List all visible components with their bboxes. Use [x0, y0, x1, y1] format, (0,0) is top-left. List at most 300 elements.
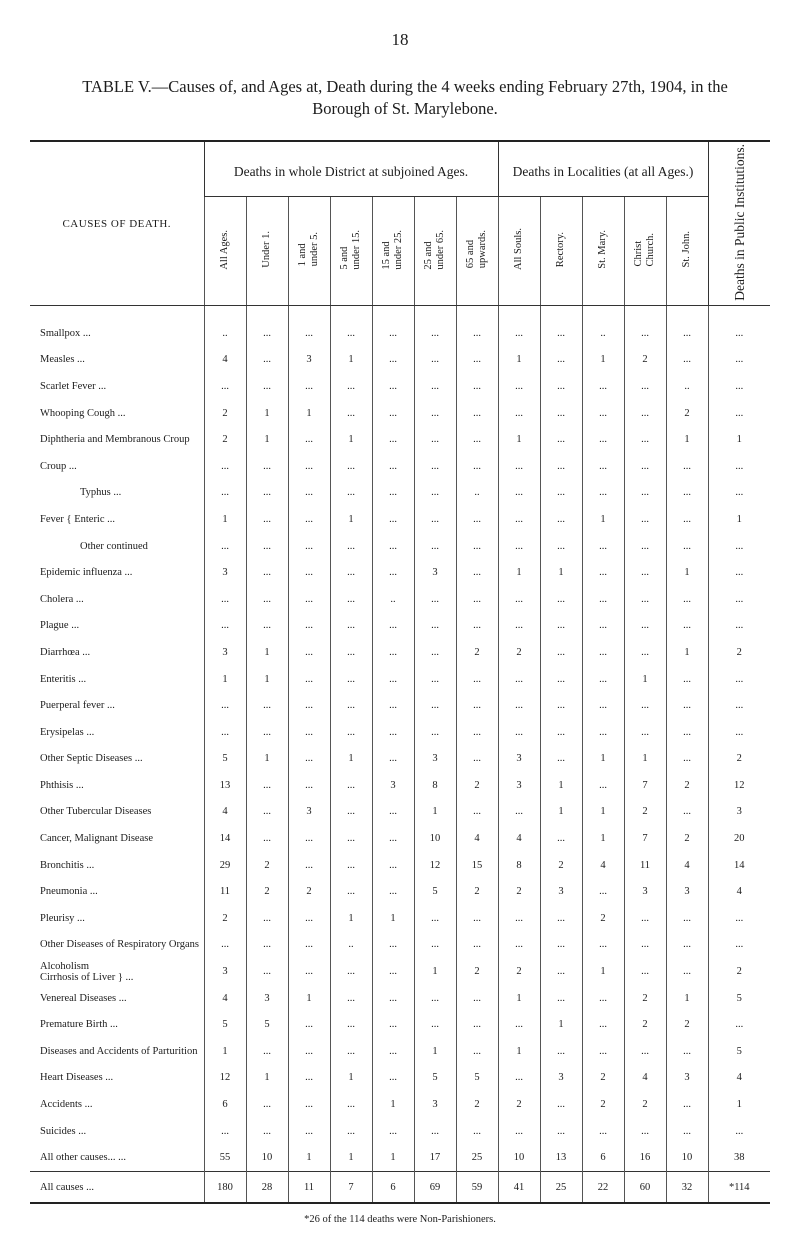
- table-row: [30, 905, 770, 932]
- value-cell: ...: [414, 639, 456, 666]
- value-cell: ...: [498, 1011, 540, 1038]
- cause-cell: Diseases and Accidents of Parturition: [40, 1045, 198, 1057]
- value-cell: 2: [456, 878, 498, 905]
- value-cell: 1: [414, 799, 456, 826]
- value-cell: ...: [246, 306, 288, 347]
- value-cell: ...: [372, 480, 414, 507]
- value-cell: ...: [288, 1118, 330, 1145]
- value-cell: 2: [666, 400, 708, 427]
- value-cell: 10: [498, 1144, 540, 1171]
- value-cell: 5: [414, 878, 456, 905]
- value-cell: ...: [372, 453, 414, 480]
- value-cell: *114: [708, 1172, 770, 1204]
- value-cell: ...: [540, 426, 582, 453]
- value-cell: ...: [330, 639, 372, 666]
- value-cell: ...: [540, 905, 582, 932]
- value-cell: ...: [330, 586, 372, 613]
- value-cell: ...: [708, 559, 770, 586]
- table-row: [30, 1011, 770, 1038]
- value-cell: 11: [288, 1172, 330, 1204]
- cause-cell: Suicides ...: [40, 1125, 87, 1137]
- table-row: [30, 692, 770, 719]
- value-cell: ...: [456, 746, 498, 773]
- value-cell: 14: [708, 852, 770, 879]
- value-cell: ...: [582, 373, 624, 400]
- value-cell: ...: [624, 692, 666, 719]
- table-row: [30, 772, 770, 799]
- value-cell: ...: [456, 932, 498, 959]
- value-cell: ...: [414, 692, 456, 719]
- value-cell: ...: [372, 985, 414, 1012]
- value-cell: ...: [246, 1118, 288, 1145]
- value-cell: ...: [246, 825, 288, 852]
- value-cell: 4: [708, 1065, 770, 1092]
- value-cell: 69: [414, 1172, 456, 1204]
- value-cell: ...: [246, 533, 288, 560]
- value-cell: ...: [456, 373, 498, 400]
- value-cell: 4: [624, 1065, 666, 1092]
- value-cell: ...: [330, 799, 372, 826]
- col-header-rectory: Rectory.: [540, 197, 582, 306]
- value-cell: ...: [624, 453, 666, 480]
- value-cell: 3: [204, 639, 246, 666]
- value-cell: ...: [330, 878, 372, 905]
- value-cell: ...: [330, 1038, 372, 1065]
- value-cell: ...: [624, 306, 666, 347]
- value-cell: ...: [708, 347, 770, 374]
- value-cell: ...: [246, 692, 288, 719]
- value-cell: ...: [666, 347, 708, 374]
- value-cell: 1: [582, 958, 624, 985]
- value-cell: ...: [540, 746, 582, 773]
- causes-of-death-table: [30, 140, 770, 1204]
- value-cell: ...: [540, 613, 582, 640]
- value-cell: 32: [666, 1172, 708, 1204]
- table-row: [30, 559, 770, 586]
- value-cell: 2: [624, 985, 666, 1012]
- table-row: [30, 506, 770, 533]
- value-cell: ...: [498, 613, 540, 640]
- cause-cell: Typhus ...: [80, 487, 122, 499]
- value-cell: ...: [582, 400, 624, 427]
- cause-cell: Whooping Cough ...: [40, 407, 126, 419]
- value-cell: ...: [246, 799, 288, 826]
- value-cell: 2: [204, 400, 246, 427]
- page-number: 18: [391, 30, 409, 49]
- value-cell: ...: [414, 506, 456, 533]
- cause-cell: Scarlet Fever ...: [40, 380, 107, 392]
- value-cell: ...: [288, 559, 330, 586]
- value-cell: 3: [708, 799, 770, 826]
- value-cell: ...: [246, 453, 288, 480]
- table-row: [30, 533, 770, 560]
- table-row: [30, 1065, 770, 1092]
- value-cell: ...: [456, 506, 498, 533]
- value-cell: ...: [624, 613, 666, 640]
- col-header-65-upwards: 65 and upwards.: [456, 197, 498, 306]
- value-cell: 5: [708, 985, 770, 1012]
- cause-cell: Fever { Enteric ...: [40, 513, 116, 525]
- value-cell: ...: [498, 1118, 540, 1145]
- value-cell: ...: [330, 1118, 372, 1145]
- value-cell: ...: [666, 306, 708, 347]
- value-cell: ...: [330, 533, 372, 560]
- value-cell: ...: [372, 878, 414, 905]
- value-cell: ...: [246, 373, 288, 400]
- value-cell: 1: [414, 1038, 456, 1065]
- value-cell: ...: [582, 985, 624, 1012]
- value-cell: ...: [372, 639, 414, 666]
- value-cell: 1: [246, 400, 288, 427]
- value-cell: ...: [456, 400, 498, 427]
- value-cell: ...: [540, 985, 582, 1012]
- value-cell: ...: [582, 1118, 624, 1145]
- cause-cell: Smallpox ...: [40, 327, 91, 339]
- value-cell: ...: [204, 586, 246, 613]
- value-cell: ...: [330, 613, 372, 640]
- value-cell: 4: [456, 825, 498, 852]
- value-cell: ...: [498, 586, 540, 613]
- col-header-all-souls: All Souls.: [498, 197, 540, 306]
- value-cell: 3: [204, 559, 246, 586]
- value-cell: ...: [372, 426, 414, 453]
- col-header-25-under-65: 25 and under 65.: [414, 197, 456, 306]
- value-cell: 20: [708, 825, 770, 852]
- value-cell: ...: [414, 586, 456, 613]
- value-cell: ...: [666, 666, 708, 693]
- value-cell: ...: [330, 1011, 372, 1038]
- value-cell: ...: [582, 692, 624, 719]
- value-cell: ...: [414, 373, 456, 400]
- value-cell: ...: [288, 958, 330, 985]
- value-cell: ...: [624, 373, 666, 400]
- value-cell: ...: [540, 306, 582, 347]
- value-cell: 13: [540, 1144, 582, 1171]
- value-cell: 1: [204, 1038, 246, 1065]
- value-cell: 5: [708, 1038, 770, 1065]
- localities-group-header: Deaths in Localities (at all Ages.): [498, 142, 708, 197]
- value-cell: ...: [372, 932, 414, 959]
- value-cell: ...: [204, 613, 246, 640]
- table-row: [30, 1091, 770, 1118]
- value-cell: ...: [246, 905, 288, 932]
- value-cell: 1: [666, 639, 708, 666]
- cause-cell: Plague ...: [40, 620, 80, 632]
- value-cell: ...: [204, 932, 246, 959]
- table-row: [30, 878, 770, 905]
- value-cell: ...: [288, 1065, 330, 1092]
- value-cell: 12: [708, 772, 770, 799]
- value-cell: 3: [666, 878, 708, 905]
- value-cell: 1: [540, 772, 582, 799]
- value-cell: 12: [204, 1065, 246, 1092]
- value-cell: ...: [582, 559, 624, 586]
- value-cell: 4: [204, 985, 246, 1012]
- value-cell: ...: [624, 480, 666, 507]
- value-cell: 2: [624, 1011, 666, 1038]
- cause-cell: Venereal Diseases ...: [40, 992, 127, 1004]
- value-cell: ...: [540, 533, 582, 560]
- table-row: [30, 586, 770, 613]
- value-cell: ...: [414, 905, 456, 932]
- value-cell: ...: [288, 480, 330, 507]
- value-cell: 3: [204, 958, 246, 985]
- value-cell: ...: [246, 480, 288, 507]
- value-cell: ...: [666, 506, 708, 533]
- value-cell: 1: [330, 1065, 372, 1092]
- value-cell: 5: [414, 1065, 456, 1092]
- value-cell: ...: [372, 852, 414, 879]
- value-cell: ...: [414, 985, 456, 1012]
- value-cell: 38: [708, 1144, 770, 1171]
- value-cell: ...: [582, 1038, 624, 1065]
- value-cell: ...: [246, 772, 288, 799]
- value-cell: 1: [708, 1091, 770, 1118]
- cause-cell: All causes ...: [30, 1172, 204, 1204]
- value-cell: 1: [708, 506, 770, 533]
- value-cell: ...: [498, 506, 540, 533]
- value-cell: ...: [498, 692, 540, 719]
- value-cell: ...: [666, 1038, 708, 1065]
- value-cell: 3: [498, 746, 540, 773]
- table-body: [30, 306, 770, 1204]
- col-header-15-under-25: 15 and under 25.: [372, 197, 414, 306]
- value-cell: ...: [288, 852, 330, 879]
- cause-cell: Accidents ...: [40, 1099, 93, 1111]
- value-cell: ...: [204, 480, 246, 507]
- value-cell: 1: [540, 559, 582, 586]
- value-cell: 1: [330, 347, 372, 374]
- value-cell: 3: [288, 347, 330, 374]
- value-cell: 5: [246, 1011, 288, 1038]
- value-cell: ...: [624, 506, 666, 533]
- cause-cell: Diphtheria and Membranous Croup: [40, 434, 190, 446]
- value-cell: ...: [288, 692, 330, 719]
- value-cell: ...: [666, 719, 708, 746]
- value-cell: ...: [498, 932, 540, 959]
- value-cell: 8: [498, 852, 540, 879]
- value-cell: ...: [330, 692, 372, 719]
- value-cell: ...: [582, 480, 624, 507]
- value-cell: ...: [582, 719, 624, 746]
- value-cell: ...: [414, 400, 456, 427]
- value-cell: 1: [414, 958, 456, 985]
- value-cell: ...: [414, 1118, 456, 1145]
- cause-cell: Bronchitis ...: [40, 859, 95, 871]
- value-cell: 4: [204, 347, 246, 374]
- table-row: [30, 639, 770, 666]
- value-cell: ...: [330, 480, 372, 507]
- value-cell: ...: [582, 878, 624, 905]
- value-cell: ...: [708, 586, 770, 613]
- value-cell: 2: [540, 852, 582, 879]
- table-row: [30, 985, 770, 1012]
- value-cell: ...: [288, 825, 330, 852]
- public-institutions-header: Deaths in Public Institutions.: [708, 142, 770, 306]
- value-cell: ...: [246, 347, 288, 374]
- value-cell: ...: [666, 932, 708, 959]
- value-cell: ...: [498, 1065, 540, 1092]
- value-cell: ...: [414, 453, 456, 480]
- table-row: [30, 852, 770, 879]
- value-cell: 17: [414, 1144, 456, 1171]
- value-cell: 5: [204, 1011, 246, 1038]
- value-cell: ...: [330, 719, 372, 746]
- value-cell: ...: [666, 799, 708, 826]
- value-cell: ...: [624, 639, 666, 666]
- value-cell: ...: [456, 613, 498, 640]
- value-cell: 2: [204, 426, 246, 453]
- value-cell: ...: [204, 453, 246, 480]
- value-cell: ...: [624, 559, 666, 586]
- value-cell: 1: [498, 559, 540, 586]
- value-cell: ...: [498, 905, 540, 932]
- table-row: [30, 932, 770, 959]
- value-cell: 2: [498, 639, 540, 666]
- value-cell: ...: [246, 586, 288, 613]
- value-cell: ...: [288, 306, 330, 347]
- value-cell: 3: [288, 799, 330, 826]
- value-cell: 7: [624, 772, 666, 799]
- col-header-under-1: Under 1.: [246, 197, 288, 306]
- value-cell: 1: [372, 1144, 414, 1171]
- value-cell: ...: [372, 666, 414, 693]
- value-cell: 1: [372, 905, 414, 932]
- value-cell: 1: [498, 1038, 540, 1065]
- value-cell: 1: [582, 347, 624, 374]
- value-cell: ...: [666, 905, 708, 932]
- value-cell: ...: [624, 905, 666, 932]
- value-cell: ...: [372, 400, 414, 427]
- value-cell: 1: [246, 666, 288, 693]
- value-cell: ...: [414, 347, 456, 374]
- cause-cell: Other Septic Diseases ...: [40, 753, 143, 765]
- value-cell: ..: [372, 586, 414, 613]
- value-cell: 11: [624, 852, 666, 879]
- value-cell: ...: [540, 480, 582, 507]
- value-cell: ...: [330, 958, 372, 985]
- value-cell: ...: [372, 799, 414, 826]
- value-cell: ...: [708, 666, 770, 693]
- value-cell: ...: [708, 1011, 770, 1038]
- table-row: [30, 799, 770, 826]
- value-cell: ...: [456, 533, 498, 560]
- value-cell: ...: [456, 306, 498, 347]
- cause-cell: Puerperal fever ...: [40, 700, 115, 712]
- value-cell: ...: [414, 613, 456, 640]
- value-cell: 8: [414, 772, 456, 799]
- value-cell: ...: [372, 1065, 414, 1092]
- value-cell: ...: [330, 985, 372, 1012]
- value-cell: 28: [246, 1172, 288, 1204]
- cause-cell: Premature Birth ...: [40, 1019, 118, 1031]
- value-cell: ...: [288, 1091, 330, 1118]
- value-cell: ...: [372, 533, 414, 560]
- value-cell: ...: [666, 692, 708, 719]
- value-cell: ...: [708, 306, 770, 347]
- value-cell: ...: [666, 533, 708, 560]
- cause-cell: Alcoholism Cirrhosis of Liver } ...: [40, 960, 134, 983]
- value-cell: 1: [246, 639, 288, 666]
- value-cell: 4: [582, 852, 624, 879]
- causes-header: CAUSES OF DEATH.: [30, 142, 204, 306]
- cause-cell: Erysipelas ...: [40, 726, 95, 738]
- value-cell: ...: [624, 932, 666, 959]
- value-cell: ...: [540, 586, 582, 613]
- value-cell: ...: [498, 400, 540, 427]
- value-cell: 14: [204, 825, 246, 852]
- value-cell: ...: [372, 347, 414, 374]
- value-cell: ...: [498, 799, 540, 826]
- value-cell: ...: [666, 480, 708, 507]
- value-cell: ...: [246, 559, 288, 586]
- value-cell: 59: [456, 1172, 498, 1204]
- table-row: [30, 1118, 770, 1145]
- footnote: *26 of the 114 deaths were Non-Parishioners.: [304, 1214, 496, 1225]
- value-cell: 6: [204, 1091, 246, 1118]
- col-header-5-under-15: 5 and under 15.: [330, 197, 372, 306]
- value-cell: ...: [540, 373, 582, 400]
- total-row: [30, 1172, 770, 1204]
- value-cell: ..: [330, 932, 372, 959]
- value-cell: ...: [498, 666, 540, 693]
- value-cell: 25: [456, 1144, 498, 1171]
- value-cell: ...: [708, 692, 770, 719]
- table-row: [30, 347, 770, 374]
- value-cell: 12: [414, 852, 456, 879]
- value-cell: ...: [288, 746, 330, 773]
- table-row: [30, 958, 770, 985]
- value-cell: 10: [666, 1144, 708, 1171]
- cause-cell: Pleurisy ...: [40, 912, 85, 924]
- value-cell: ...: [540, 1091, 582, 1118]
- value-cell: 2: [498, 958, 540, 985]
- value-cell: 16: [624, 1144, 666, 1171]
- value-cell: ...: [288, 639, 330, 666]
- value-cell: 3: [372, 772, 414, 799]
- value-cell: 3: [246, 985, 288, 1012]
- value-cell: ...: [204, 533, 246, 560]
- cause-cell: Other Diseases of Respiratory Organs: [40, 939, 200, 951]
- value-cell: 55: [204, 1144, 246, 1171]
- value-cell: 1: [540, 1011, 582, 1038]
- value-cell: ...: [372, 306, 414, 347]
- value-cell: 2: [288, 878, 330, 905]
- value-cell: 2: [708, 958, 770, 985]
- value-cell: 6: [582, 1144, 624, 1171]
- value-cell: ...: [456, 453, 498, 480]
- value-cell: ...: [288, 586, 330, 613]
- value-cell: 6: [372, 1172, 414, 1204]
- value-cell: ...: [372, 1118, 414, 1145]
- value-cell: ...: [372, 1011, 414, 1038]
- value-cell: ...: [330, 1091, 372, 1118]
- col-header-st-mary: St. Mary.: [582, 197, 624, 306]
- value-cell: 2: [204, 905, 246, 932]
- value-cell: ...: [540, 453, 582, 480]
- value-cell: ...: [456, 559, 498, 586]
- value-cell: 1: [624, 666, 666, 693]
- value-cell: 3: [540, 878, 582, 905]
- value-cell: 7: [330, 1172, 372, 1204]
- value-cell: 2: [456, 772, 498, 799]
- value-cell: ...: [288, 426, 330, 453]
- value-cell: ...: [498, 719, 540, 746]
- table-row: [30, 1038, 770, 1065]
- value-cell: ...: [540, 932, 582, 959]
- value-cell: ...: [708, 453, 770, 480]
- value-cell: 1: [204, 506, 246, 533]
